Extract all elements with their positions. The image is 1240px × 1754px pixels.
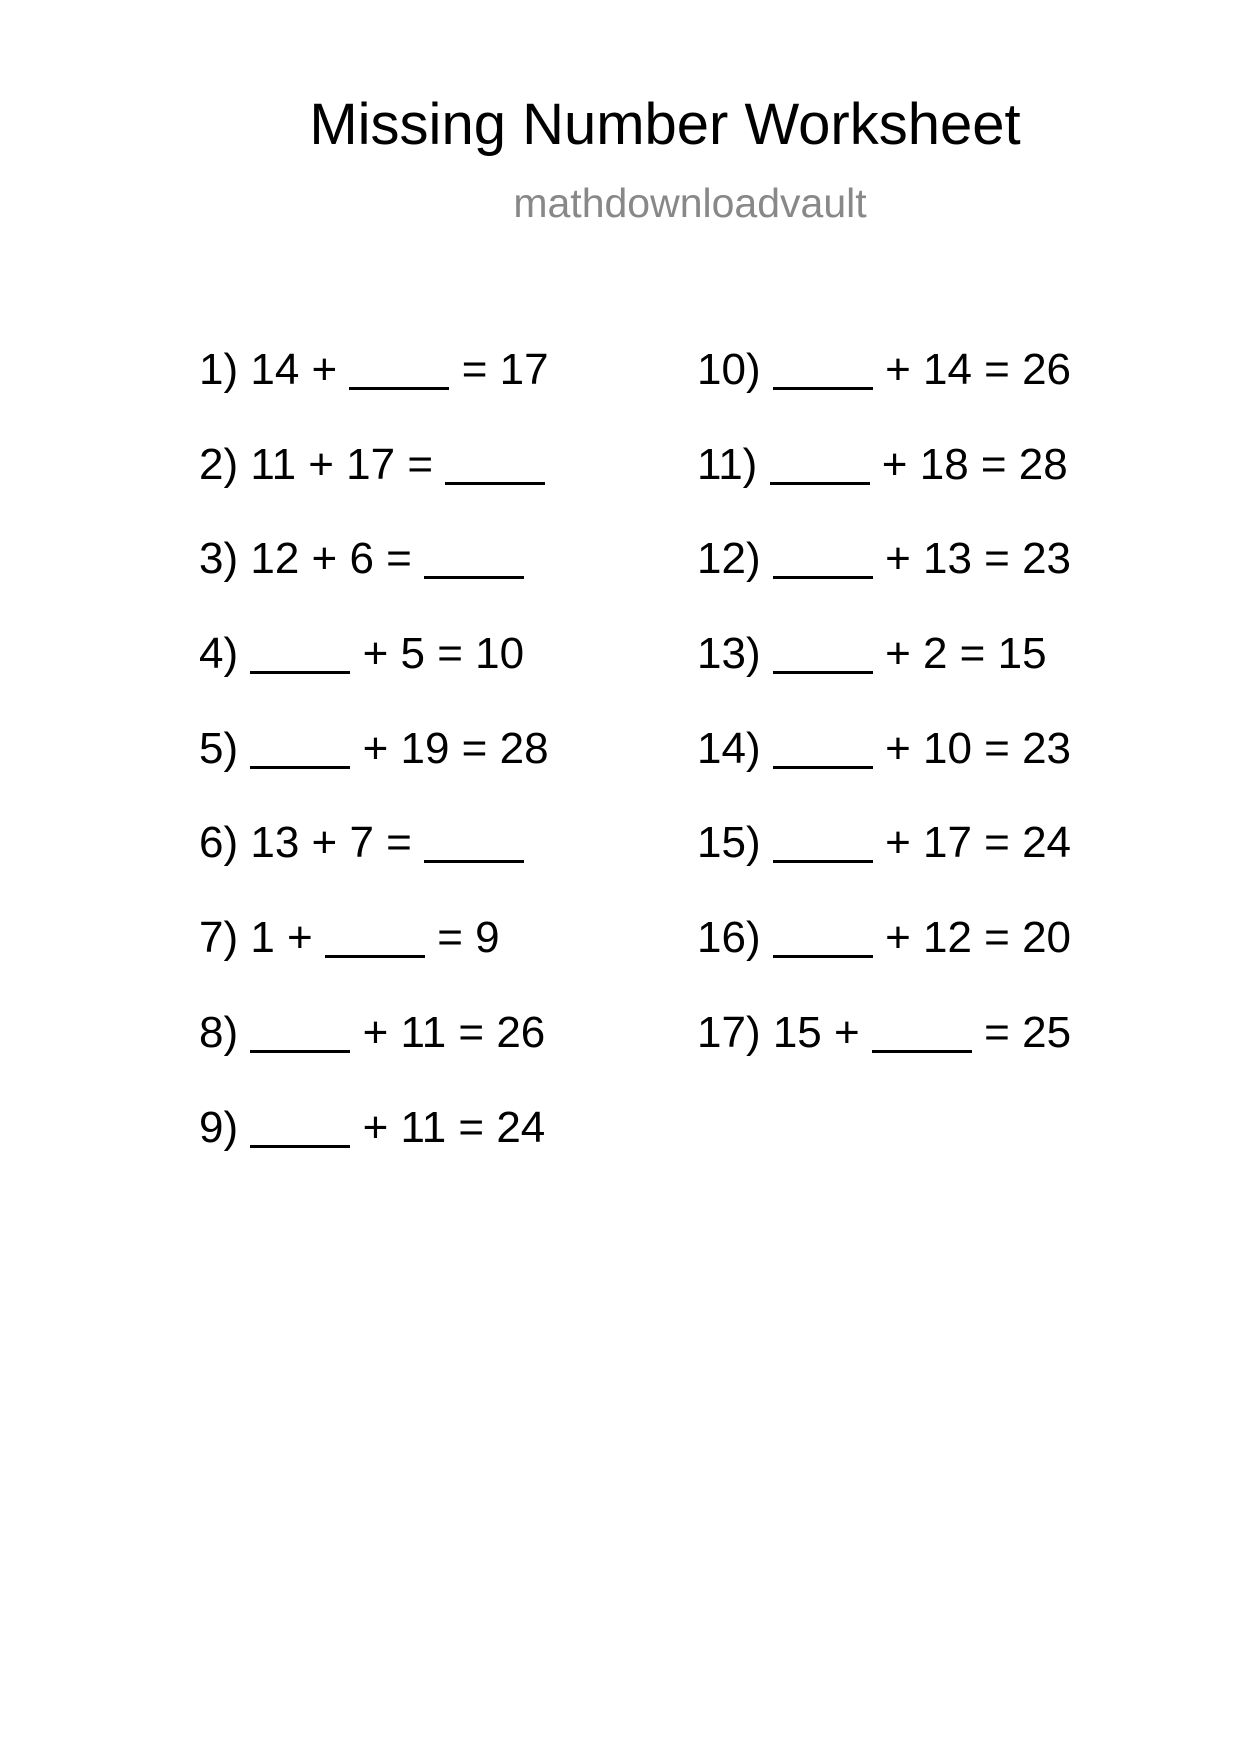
equation-text: + 17 = 24	[885, 818, 1072, 868]
equation-text: + 19 = 28	[362, 723, 549, 773]
answer-blank[interactable]	[872, 1010, 972, 1053]
problem-number: 10)	[697, 345, 761, 394]
equation-text: 1 +	[250, 913, 313, 963]
answer-blank[interactable]	[773, 726, 873, 769]
problem-item	[697, 440, 1071, 535]
answer-blank[interactable]	[773, 820, 873, 863]
equation-text: = 9	[437, 913, 500, 963]
problem-column-left	[199, 345, 549, 1197]
equation-text: + 11 = 26	[362, 1007, 546, 1057]
problem-number: 6)	[199, 818, 239, 868]
problem-number: 16)	[697, 913, 761, 963]
equation-text: 14 +	[250, 345, 338, 394]
problem-number: 8)	[199, 1007, 239, 1057]
answer-blank[interactable]	[773, 536, 873, 579]
answer-blank[interactable]	[325, 915, 425, 958]
equation-text: + 14 = 26	[885, 345, 1072, 394]
problem-column-right	[697, 345, 1071, 1103]
problem-number: 7)	[199, 913, 239, 963]
problem-item	[199, 345, 549, 440]
problem-number: 14)	[697, 723, 761, 773]
equation-text: + 13 = 23	[885, 534, 1072, 584]
problem-item	[199, 818, 549, 913]
answer-blank[interactable]	[773, 347, 873, 390]
answer-blank[interactable]	[424, 536, 524, 579]
problem-item	[697, 534, 1071, 629]
problem-number: 15)	[697, 818, 761, 868]
equation-text: + 11 = 24	[362, 1102, 546, 1152]
equation-text: 13 + 7 =	[250, 818, 412, 868]
answer-blank[interactable]	[250, 726, 350, 769]
problem-number: 12)	[697, 534, 761, 584]
equation-text: 15 +	[772, 1007, 860, 1057]
problem-number: 11)	[697, 439, 758, 489]
problem-item	[697, 818, 1071, 913]
equation-text: + 18 = 28	[881, 439, 1068, 489]
problem-item	[199, 913, 549, 1008]
answer-blank[interactable]	[770, 442, 870, 485]
answer-blank[interactable]	[424, 820, 524, 863]
answer-blank[interactable]	[773, 631, 873, 674]
equation-text: 12 + 6 =	[250, 534, 412, 584]
equation-text: = 17	[461, 345, 549, 394]
problem-item	[697, 345, 1071, 440]
problem-item	[697, 1008, 1071, 1103]
problem-number: 5)	[199, 723, 239, 773]
problem-item	[199, 1008, 549, 1103]
equation-text: = 25	[984, 1007, 1072, 1057]
answer-blank[interactable]	[445, 442, 545, 485]
problem-number: 17)	[697, 1007, 761, 1057]
equation-text: + 2 = 15	[885, 629, 1047, 679]
equation-text: + 10 = 23	[885, 723, 1072, 773]
worksheet-title: Missing Number Worksheet	[309, 92, 1021, 157]
answer-blank[interactable]	[250, 631, 350, 674]
problem-number: 4)	[199, 629, 239, 679]
problem-item	[199, 534, 549, 629]
equation-text: + 12 = 20	[885, 913, 1072, 963]
equation-text: + 5 = 10	[362, 629, 525, 679]
problem-number: 3)	[199, 534, 239, 584]
problem-item	[697, 724, 1071, 819]
problem-item	[199, 1103, 549, 1198]
problem-item	[697, 913, 1071, 1008]
problem-number: 2)	[199, 439, 239, 489]
answer-blank[interactable]	[773, 915, 873, 958]
problem-item	[199, 440, 549, 535]
problem-item	[199, 629, 549, 724]
answer-blank[interactable]	[349, 347, 449, 390]
equation-text: 11 + 17 =	[250, 439, 434, 489]
answer-blank[interactable]	[250, 1010, 350, 1053]
worksheet-subtitle: mathdownloadvault	[513, 180, 867, 226]
problem-item	[697, 629, 1071, 724]
problem-number: 9)	[199, 1102, 239, 1152]
answer-blank[interactable]	[250, 1105, 350, 1148]
problem-number: 13)	[697, 629, 761, 679]
problem-number: 1)	[199, 345, 239, 394]
problem-item	[199, 724, 549, 819]
